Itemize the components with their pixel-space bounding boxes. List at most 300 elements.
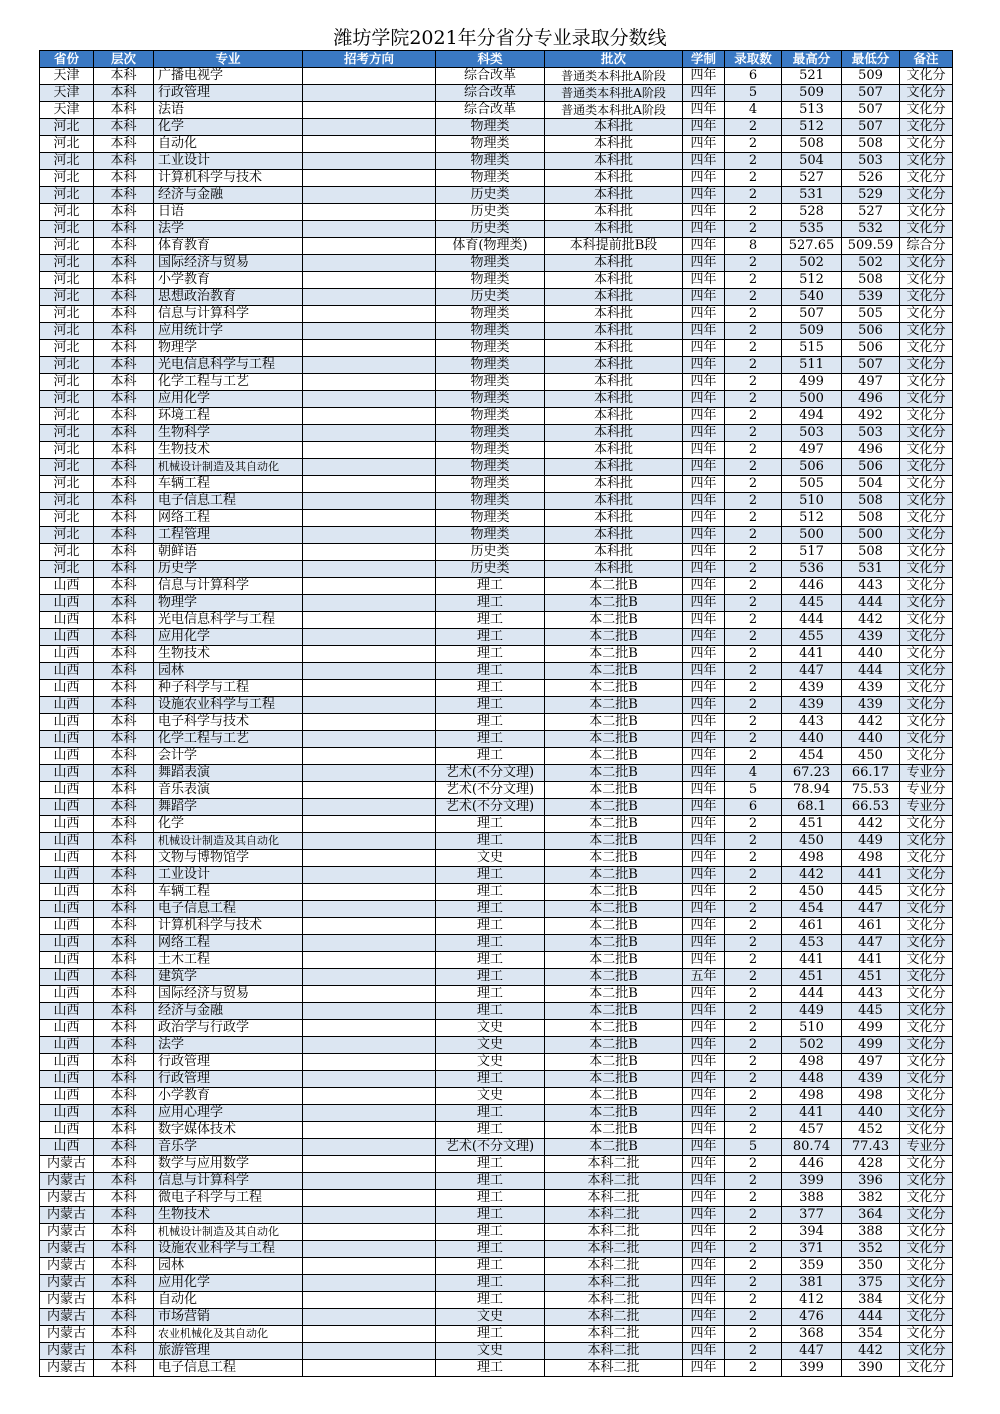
cell-remark: 文化分	[900, 952, 953, 969]
cell-province: 内蒙古	[40, 1241, 94, 1258]
cell-duration: 四年	[683, 935, 725, 952]
table-row	[40, 493, 953, 510]
cell-province: 河北	[40, 527, 94, 544]
cell-remark: 专业分	[900, 765, 953, 782]
cell-province: 山西	[40, 1105, 94, 1122]
cell-duration: 四年	[683, 68, 725, 85]
cell-batch: 本二批B	[545, 816, 683, 833]
cell-major: 行政管理	[154, 85, 303, 102]
cell-major: 工业设计	[154, 867, 303, 884]
cell-province: 河北	[40, 153, 94, 170]
cell-category: 物理类	[436, 442, 545, 459]
cell-major: 文物与博物馆学	[154, 850, 303, 867]
cell-category: 物理类	[436, 374, 545, 391]
cell-level: 本科	[94, 646, 154, 663]
cell-major: 电子科学与技术	[154, 714, 303, 731]
cell-level: 本科	[94, 527, 154, 544]
cell-min-score: 439	[842, 680, 900, 697]
cell-admitted-count: 2	[725, 1360, 782, 1377]
cell-category: 艺术(不分文理)	[436, 782, 545, 799]
cell-batch: 本科二批	[545, 1275, 683, 1292]
cell-duration: 四年	[683, 1173, 725, 1190]
table-row	[40, 255, 953, 272]
cell-duration: 五年	[683, 969, 725, 986]
cell-direction	[303, 731, 436, 748]
cell-category: 理工	[436, 629, 545, 646]
cell-direction	[303, 527, 436, 544]
cell-admitted-count: 4	[725, 765, 782, 782]
cell-province: 河北	[40, 493, 94, 510]
cell-province: 山西	[40, 867, 94, 884]
table-row	[40, 714, 953, 731]
cell-province: 河北	[40, 510, 94, 527]
cell-max-score: 447	[782, 1343, 842, 1360]
cell-admitted-count: 2	[725, 153, 782, 170]
cell-major: 机械设计制造及其自动化	[154, 833, 303, 850]
cell-level: 本科	[94, 272, 154, 289]
cell-direction	[303, 442, 436, 459]
cell-batch: 本二批B	[545, 850, 683, 867]
cell-admitted-count: 2	[725, 527, 782, 544]
cell-direction	[303, 153, 436, 170]
cell-category: 理工	[436, 1224, 545, 1241]
cell-max-score: 531	[782, 187, 842, 204]
cell-direction	[303, 1088, 436, 1105]
cell-batch: 本科批	[545, 340, 683, 357]
cell-max-score: 67.23	[782, 765, 842, 782]
cell-level: 本科	[94, 765, 154, 782]
cell-admitted-count: 2	[725, 1173, 782, 1190]
cell-category: 历史类	[436, 544, 545, 561]
table-row	[40, 1037, 953, 1054]
cell-direction	[303, 1122, 436, 1139]
table-row	[40, 1139, 953, 1156]
cell-major: 车辆工程	[154, 476, 303, 493]
cell-direction	[303, 1360, 436, 1377]
cell-min-score: 492	[842, 408, 900, 425]
cell-batch: 本二批B	[545, 884, 683, 901]
table-row	[40, 952, 953, 969]
table-row	[40, 969, 953, 986]
cell-admitted-count: 2	[725, 578, 782, 595]
cell-province: 内蒙古	[40, 1156, 94, 1173]
table-row	[40, 663, 953, 680]
header-remark: 备注	[900, 51, 953, 68]
cell-remark: 文化分	[900, 1241, 953, 1258]
cell-level: 本科	[94, 1071, 154, 1088]
cell-province: 山西	[40, 646, 94, 663]
cell-category: 体育(物理类)	[436, 238, 545, 255]
cell-level: 本科	[94, 595, 154, 612]
cell-direction	[303, 1054, 436, 1071]
cell-province: 河北	[40, 425, 94, 442]
cell-batch: 本科批	[545, 136, 683, 153]
cell-max-score: 412	[782, 1292, 842, 1309]
cell-province: 山西	[40, 578, 94, 595]
cell-level: 本科	[94, 85, 154, 102]
cell-province: 河北	[40, 340, 94, 357]
cell-max-score: 504	[782, 153, 842, 170]
table-row	[40, 102, 953, 119]
table-header-row	[40, 51, 953, 68]
cell-min-score: 352	[842, 1241, 900, 1258]
cell-level: 本科	[94, 578, 154, 595]
cell-category: 文史	[436, 1020, 545, 1037]
cell-admitted-count: 2	[725, 459, 782, 476]
cell-level: 本科	[94, 102, 154, 119]
table-row	[40, 425, 953, 442]
cell-direction	[303, 952, 436, 969]
cell-duration: 四年	[683, 612, 725, 629]
cell-duration: 四年	[683, 1020, 725, 1037]
cell-admitted-count: 2	[725, 306, 782, 323]
cell-duration: 四年	[683, 442, 725, 459]
cell-remark: 文化分	[900, 1105, 953, 1122]
cell-province: 山西	[40, 1037, 94, 1054]
cell-province: 内蒙古	[40, 1292, 94, 1309]
cell-province: 山西	[40, 612, 94, 629]
cell-min-score: 508	[842, 493, 900, 510]
cell-duration: 四年	[683, 255, 725, 272]
table-row	[40, 782, 953, 799]
cell-batch: 本科批	[545, 187, 683, 204]
cell-remark: 文化分	[900, 561, 953, 578]
cell-category: 历史类	[436, 561, 545, 578]
cell-max-score: 517	[782, 544, 842, 561]
cell-direction	[303, 1309, 436, 1326]
cell-major: 体育教育	[154, 238, 303, 255]
cell-category: 物理类	[436, 170, 545, 187]
cell-max-score: 448	[782, 1071, 842, 1088]
cell-max-score: 445	[782, 595, 842, 612]
cell-remark: 文化分	[900, 1292, 953, 1309]
cell-admitted-count: 2	[725, 1258, 782, 1275]
table-row	[40, 1224, 953, 1241]
cell-direction	[303, 544, 436, 561]
table-row	[40, 918, 953, 935]
cell-province: 山西	[40, 1020, 94, 1037]
cell-max-score: 503	[782, 425, 842, 442]
cell-duration: 四年	[683, 85, 725, 102]
table-row	[40, 408, 953, 425]
cell-direction	[303, 357, 436, 374]
cell-direction	[303, 833, 436, 850]
cell-duration: 四年	[683, 204, 725, 221]
cell-remark: 文化分	[900, 1122, 953, 1139]
cell-direction	[303, 714, 436, 731]
cell-major: 自动化	[154, 1292, 303, 1309]
cell-admitted-count: 2	[725, 918, 782, 935]
cell-min-score: 444	[842, 595, 900, 612]
table-row	[40, 1071, 953, 1088]
cell-level: 本科	[94, 1343, 154, 1360]
cell-duration: 四年	[683, 323, 725, 340]
cell-min-score: 532	[842, 221, 900, 238]
cell-remark: 文化分	[900, 476, 953, 493]
cell-category: 理工	[436, 748, 545, 765]
cell-min-score: 498	[842, 850, 900, 867]
table-row	[40, 731, 953, 748]
cell-max-score: 441	[782, 952, 842, 969]
admission-score-table	[39, 50, 953, 1377]
cell-max-score: 510	[782, 1020, 842, 1037]
cell-province: 山西	[40, 714, 94, 731]
cell-direction	[303, 340, 436, 357]
cell-category: 物理类	[436, 459, 545, 476]
cell-admitted-count: 2	[725, 1326, 782, 1343]
cell-province: 山西	[40, 901, 94, 918]
cell-level: 本科	[94, 136, 154, 153]
cell-major: 应用化学	[154, 629, 303, 646]
cell-major: 工业设计	[154, 153, 303, 170]
table-row	[40, 136, 953, 153]
cell-batch: 本二批B	[545, 952, 683, 969]
cell-province: 山西	[40, 731, 94, 748]
cell-min-score: 440	[842, 731, 900, 748]
cell-min-score: 382	[842, 1190, 900, 1207]
cell-remark: 文化分	[900, 340, 953, 357]
table-row	[40, 884, 953, 901]
table-row	[40, 442, 953, 459]
cell-level: 本科	[94, 391, 154, 408]
header-admitted-count: 录取数	[725, 51, 782, 68]
cell-level: 本科	[94, 204, 154, 221]
cell-admitted-count: 2	[725, 323, 782, 340]
cell-duration: 四年	[683, 782, 725, 799]
cell-admitted-count: 2	[725, 1343, 782, 1360]
table-row	[40, 1207, 953, 1224]
cell-duration: 四年	[683, 1275, 725, 1292]
cell-batch: 本科二批	[545, 1224, 683, 1241]
cell-direction	[303, 1275, 436, 1292]
cell-remark: 文化分	[900, 884, 953, 901]
cell-major: 园林	[154, 663, 303, 680]
table-row	[40, 1275, 953, 1292]
cell-admitted-count: 2	[725, 697, 782, 714]
cell-duration: 四年	[683, 1003, 725, 1020]
cell-batch: 本科二批	[545, 1258, 683, 1275]
cell-batch: 本二批B	[545, 969, 683, 986]
cell-duration: 四年	[683, 374, 725, 391]
cell-province: 山西	[40, 663, 94, 680]
cell-duration: 四年	[683, 425, 725, 442]
cell-max-score: 377	[782, 1207, 842, 1224]
cell-direction	[303, 1156, 436, 1173]
cell-direction	[303, 221, 436, 238]
table-row	[40, 850, 953, 867]
cell-min-score: 526	[842, 170, 900, 187]
cell-batch: 本科批	[545, 425, 683, 442]
cell-direction	[303, 646, 436, 663]
table-row	[40, 1292, 953, 1309]
cell-category: 理工	[436, 918, 545, 935]
cell-min-score: 497	[842, 374, 900, 391]
cell-remark: 文化分	[900, 306, 953, 323]
cell-batch: 本二批B	[545, 1020, 683, 1037]
cell-level: 本科	[94, 663, 154, 680]
table-row	[40, 170, 953, 187]
cell-remark: 文化分	[900, 714, 953, 731]
cell-admitted-count: 2	[725, 850, 782, 867]
cell-level: 本科	[94, 867, 154, 884]
cell-remark: 文化分	[900, 935, 953, 952]
cell-admitted-count: 2	[725, 969, 782, 986]
cell-remark: 文化分	[900, 510, 953, 527]
cell-duration: 四年	[683, 646, 725, 663]
cell-max-score: 450	[782, 833, 842, 850]
cell-min-score: 499	[842, 1037, 900, 1054]
cell-batch: 普通类本科批A阶段	[545, 68, 683, 85]
cell-direction	[303, 612, 436, 629]
table-row	[40, 221, 953, 238]
cell-level: 本科	[94, 850, 154, 867]
cell-remark: 文化分	[900, 119, 953, 136]
table-row	[40, 1088, 953, 1105]
cell-admitted-count: 2	[725, 1105, 782, 1122]
cell-admitted-count: 2	[725, 136, 782, 153]
cell-remark: 文化分	[900, 1173, 953, 1190]
cell-admitted-count: 2	[725, 629, 782, 646]
cell-min-score: 508	[842, 544, 900, 561]
cell-admitted-count: 2	[725, 289, 782, 306]
cell-province: 河北	[40, 204, 94, 221]
cell-batch: 本科二批	[545, 1207, 683, 1224]
cell-duration: 四年	[683, 816, 725, 833]
cell-major: 应用统计学	[154, 323, 303, 340]
cell-admitted-count: 2	[725, 1207, 782, 1224]
cell-max-score: 441	[782, 1105, 842, 1122]
cell-remark: 文化分	[900, 1224, 953, 1241]
cell-admitted-count: 2	[725, 884, 782, 901]
cell-direction	[303, 850, 436, 867]
cell-province: 河北	[40, 187, 94, 204]
table-row	[40, 1105, 953, 1122]
cell-category: 历史类	[436, 221, 545, 238]
cell-remark: 文化分	[900, 646, 953, 663]
cell-min-score: 506	[842, 340, 900, 357]
table-row	[40, 323, 953, 340]
cell-major: 化学工程与工艺	[154, 374, 303, 391]
cell-province: 河北	[40, 136, 94, 153]
cell-max-score: 502	[782, 255, 842, 272]
cell-remark: 文化分	[900, 816, 953, 833]
cell-admitted-count: 2	[725, 493, 782, 510]
cell-max-score: 509	[782, 323, 842, 340]
cell-province: 山西	[40, 765, 94, 782]
cell-max-score: 368	[782, 1326, 842, 1343]
table-row	[40, 646, 953, 663]
cell-admitted-count: 8	[725, 238, 782, 255]
cell-category: 理工	[436, 816, 545, 833]
cell-province: 内蒙古	[40, 1343, 94, 1360]
table-row	[40, 748, 953, 765]
cell-direction	[303, 969, 436, 986]
cell-major: 法学	[154, 1037, 303, 1054]
cell-major: 国际经济与贸易	[154, 255, 303, 272]
cell-remark: 文化分	[900, 255, 953, 272]
cell-batch: 本二批B	[545, 595, 683, 612]
cell-major: 网络工程	[154, 935, 303, 952]
cell-province: 内蒙古	[40, 1258, 94, 1275]
cell-category: 物理类	[436, 391, 545, 408]
cell-max-score: 498	[782, 850, 842, 867]
cell-major: 信息与计算科学	[154, 306, 303, 323]
cell-direction	[303, 680, 436, 697]
table-row	[40, 561, 953, 578]
cell-category: 理工	[436, 612, 545, 629]
table-row	[40, 901, 953, 918]
cell-remark: 文化分	[900, 1275, 953, 1292]
cell-admitted-count: 2	[725, 1224, 782, 1241]
table-row	[40, 340, 953, 357]
cell-level: 本科	[94, 340, 154, 357]
cell-batch: 本科二批	[545, 1173, 683, 1190]
cell-max-score: 371	[782, 1241, 842, 1258]
cell-level: 本科	[94, 306, 154, 323]
cell-level: 本科	[94, 1258, 154, 1275]
cell-remark: 文化分	[900, 1020, 953, 1037]
cell-min-score: 452	[842, 1122, 900, 1139]
table-body	[40, 68, 953, 1377]
cell-direction	[303, 595, 436, 612]
cell-direction	[303, 697, 436, 714]
cell-duration: 四年	[683, 221, 725, 238]
table-row	[40, 204, 953, 221]
cell-major: 生物技术	[154, 1207, 303, 1224]
cell-batch: 本科批	[545, 119, 683, 136]
cell-direction	[303, 629, 436, 646]
cell-direction	[303, 1207, 436, 1224]
cell-category: 理工	[436, 1207, 545, 1224]
cell-remark: 文化分	[900, 153, 953, 170]
cell-category: 理工	[436, 1292, 545, 1309]
cell-level: 本科	[94, 697, 154, 714]
page-title: 潍坊学院2021年分省分专业录取分数线	[333, 27, 667, 49]
cell-max-score: 399	[782, 1173, 842, 1190]
cell-admitted-count: 2	[725, 391, 782, 408]
cell-min-score: 500	[842, 527, 900, 544]
cell-min-score: 503	[842, 153, 900, 170]
cell-province: 内蒙古	[40, 1173, 94, 1190]
cell-remark: 文化分	[900, 459, 953, 476]
cell-min-score: 75.53	[842, 782, 900, 799]
cell-major: 会计学	[154, 748, 303, 765]
cell-batch: 本科批	[545, 255, 683, 272]
cell-major: 光电信息科学与工程	[154, 357, 303, 374]
cell-remark: 文化分	[900, 1190, 953, 1207]
table-row	[40, 68, 953, 85]
cell-max-score: 476	[782, 1309, 842, 1326]
cell-min-score: 350	[842, 1258, 900, 1275]
cell-duration: 四年	[683, 1360, 725, 1377]
cell-max-score: 457	[782, 1122, 842, 1139]
cell-min-score: 390	[842, 1360, 900, 1377]
cell-direction	[303, 272, 436, 289]
cell-max-score: 512	[782, 510, 842, 527]
cell-province: 山西	[40, 986, 94, 1003]
cell-level: 本科	[94, 289, 154, 306]
cell-direction	[303, 85, 436, 102]
cell-major: 法语	[154, 102, 303, 119]
cell-province: 山西	[40, 850, 94, 867]
cell-major: 车辆工程	[154, 884, 303, 901]
cell-major: 历史学	[154, 561, 303, 578]
cell-batch: 本科批	[545, 221, 683, 238]
cell-province: 山西	[40, 799, 94, 816]
cell-batch: 本科批	[545, 374, 683, 391]
cell-direction	[303, 918, 436, 935]
cell-duration: 四年	[683, 561, 725, 578]
